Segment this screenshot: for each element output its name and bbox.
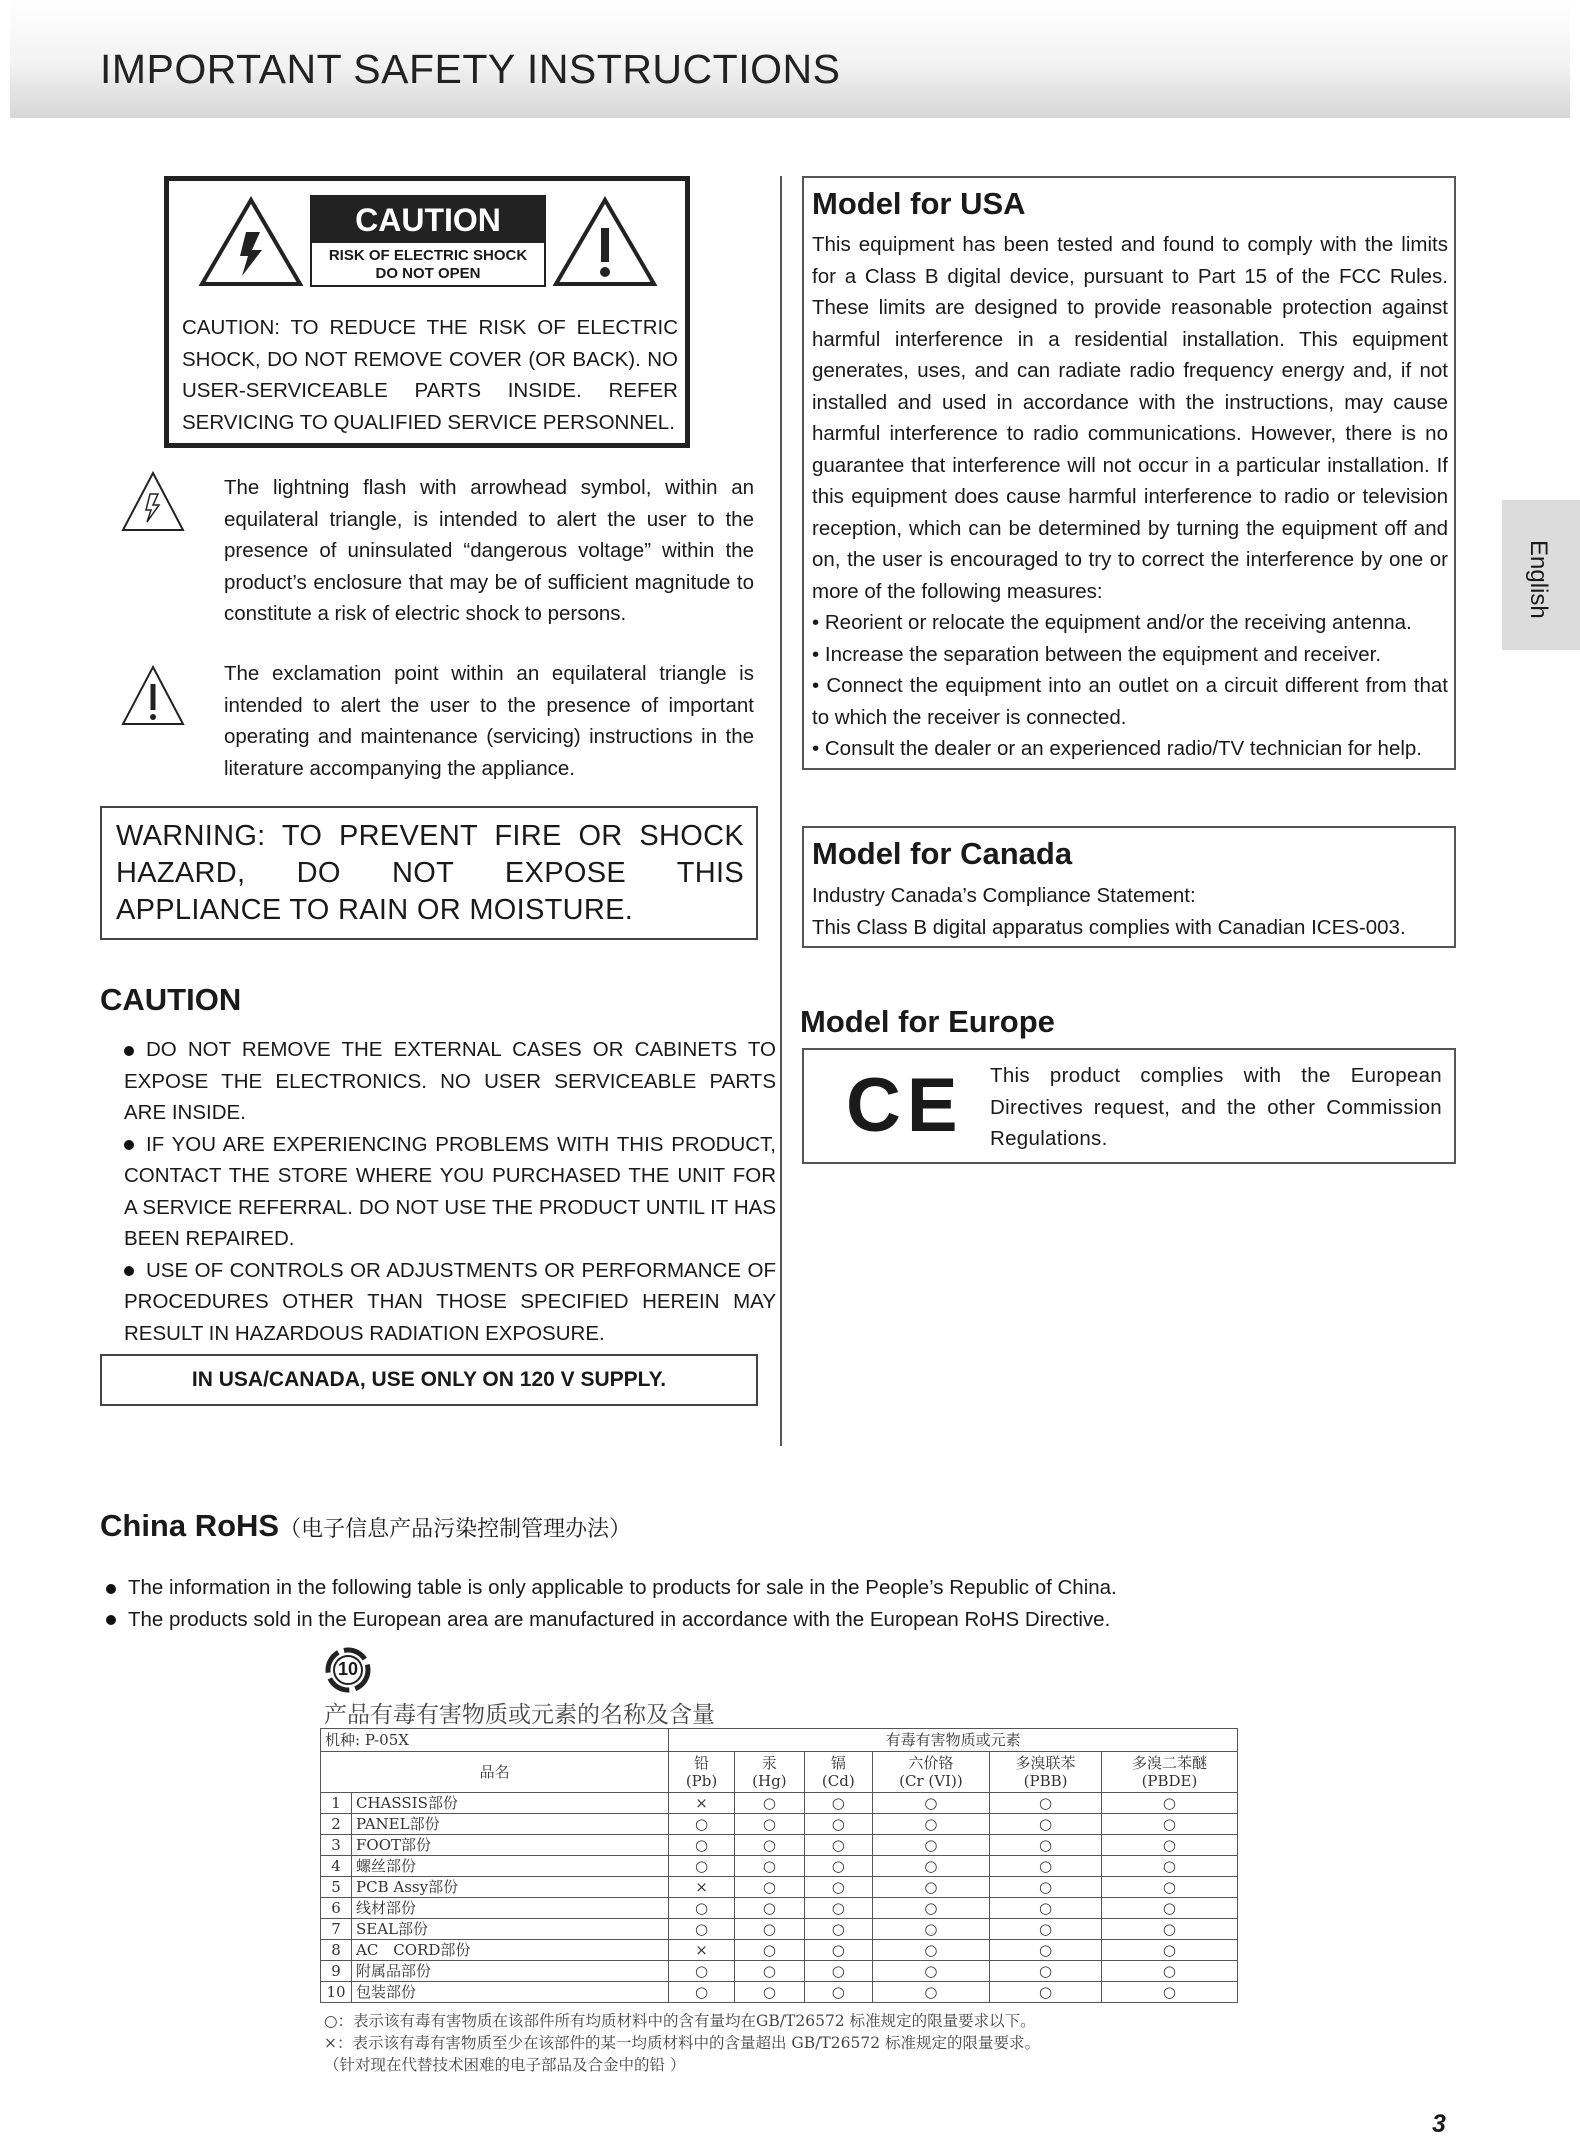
canada-line: This Class B digital apparatus complies with Canadian ICES-003. bbox=[812, 915, 1406, 939]
substance-cell: ○ bbox=[1101, 1898, 1237, 1919]
substance-cell: ○ bbox=[872, 1814, 990, 1835]
substance-cell: ○ bbox=[872, 1898, 990, 1919]
substance-cell: ○ bbox=[804, 1793, 872, 1814]
supply-notice: IN USA/CANADA, USE ONLY ON 120 V SUPPLY. bbox=[100, 1354, 758, 1406]
warning-text: WARNING: TO PREVENT FIRE OR SHOCK HAZARD, DO NOT EXPOSE THIS APPLIANCE TO RAIN OR MOISTURE. bbox=[116, 820, 744, 926]
table-row bbox=[321, 1961, 1238, 1982]
bullet-icon bbox=[124, 1266, 134, 1276]
substance-cell: ○ bbox=[1101, 1919, 1237, 1940]
substance-cell: ○ bbox=[872, 1856, 990, 1877]
row-number: 6 bbox=[321, 1898, 352, 1919]
caution-heading: CAUTION bbox=[100, 982, 242, 1017]
substance-cell: ○ bbox=[1101, 1877, 1237, 1898]
rohs-note: ×：表示该有毒有害物质至少在该部件的某一均质材料中的含量超出 GB/T26572 标准规定的限量要求。 bbox=[324, 2034, 1040, 2052]
substance-cell: ○ bbox=[804, 1982, 872, 2003]
usa-measure: • Consult the dealer or an experienced radio/TV technician for help. bbox=[812, 737, 1423, 760]
substance-cell: ○ bbox=[669, 1919, 734, 1940]
substance-cell: ○ bbox=[804, 1940, 872, 1961]
part-name: CHASSIS部份 bbox=[352, 1793, 669, 1814]
usa-paragraph: This equipment has been tested and found to comply with the limits for a Class B digital device, pursuant to Part 15 of the FCC Rules. These limits are designed to provide reasonable protection against harmful interference in a residential installation. This equipment generates, uses, and can radiate radio frequency energy and, if not installed and used in accordance with the instructions, may cause harmful interference to radio communications. However, there is no guarantee that interference will not occur in a particular installation. If this equipment does cause harmful interference to radio or television reception, which can be determined by turning the equipment off and on, the user is encouraged to try to correct the interference by one or more of the following measures: bbox=[812, 233, 1448, 603]
substance-cell: ○ bbox=[804, 1919, 872, 1940]
table-row bbox=[321, 1793, 1238, 1814]
column-header: 汞 (Hg) bbox=[734, 1752, 804, 1793]
caution-label bbox=[310, 195, 546, 287]
lightning-symbol-text: The lightning flash with arrowhead symbol, within an equilateral triangle, is intended to alert the user to the presence of uninsulated “dangerous voltage” within the product’s enclosure that may be of sufficient magnitude to constitute a risk of electric shock to persons. bbox=[224, 476, 754, 625]
substance-cell: ○ bbox=[734, 1919, 804, 1940]
substances-header: 有毒有害物质或元素 bbox=[669, 1729, 1238, 1752]
table-row bbox=[321, 1919, 1238, 1940]
substance-cell: ○ bbox=[872, 1877, 990, 1898]
substance-cell: ○ bbox=[1101, 1793, 1237, 1814]
substance-cell: ○ bbox=[734, 1982, 804, 2003]
substance-cell: ○ bbox=[734, 1940, 804, 1961]
part-name: SEAL部份 bbox=[352, 1919, 669, 1940]
row-number: 1 bbox=[321, 1793, 352, 1814]
column-header: 多溴联苯 (PBB) bbox=[990, 1752, 1102, 1793]
substance-cell: ○ bbox=[1101, 1940, 1237, 1961]
substance-cell: ○ bbox=[734, 1898, 804, 1919]
substance-cell: ○ bbox=[990, 1982, 1102, 2003]
substance-cell: ○ bbox=[990, 1961, 1102, 1982]
table-header-row bbox=[321, 1729, 1238, 1752]
column-header: 六价铬 (Cr (VI)) bbox=[872, 1752, 990, 1793]
lightning-warning-icon bbox=[198, 196, 304, 288]
substance-cell: ○ bbox=[1101, 1814, 1237, 1835]
substance-cell: ○ bbox=[1101, 1835, 1237, 1856]
language-tab-label: English bbox=[1525, 540, 1552, 619]
rohs-note: ○：表示该有毒有害物质在该部件所有均质材料中的含有量均在GB/T26572 标准规定的限量要求以下。 bbox=[324, 2012, 1036, 2030]
substance-cell: ○ bbox=[669, 1835, 734, 1856]
rohs-note: （针对现在代替技术困难的电子部品及合金中的铅 ） bbox=[324, 2056, 686, 2074]
row-number: 3 bbox=[321, 1835, 352, 1856]
part-name: 螺丝部份 bbox=[352, 1856, 669, 1877]
part-name: 包装部份 bbox=[352, 1982, 669, 2003]
part-name: FOOT部份 bbox=[352, 1835, 669, 1856]
rohs-title-cn: （电子信息产品污染控制管理办法） bbox=[279, 1517, 632, 1542]
usa-measure: • Reorient or relocate the equipment and/or the receiving antenna. bbox=[812, 611, 1412, 634]
canada-line: Industry Canada’s Compliance Statement: bbox=[812, 884, 1196, 907]
substance-cell: ○ bbox=[734, 1877, 804, 1898]
substance-cell: ○ bbox=[872, 1961, 990, 1982]
rohs-bullet: The information in the following table is only applicable to products for sale in the People’s Republic of China. bbox=[106, 1572, 1406, 1604]
table-row bbox=[321, 1940, 1238, 1961]
row-number: 5 bbox=[321, 1877, 352, 1898]
page-number: 3 bbox=[1432, 2110, 1446, 2138]
part-name: 线材部份 bbox=[352, 1898, 669, 1919]
name-header: 品名 bbox=[321, 1752, 669, 1793]
column-header: 多溴二苯醚 (PBDE) bbox=[1101, 1752, 1237, 1793]
substance-cell: ○ bbox=[734, 1856, 804, 1877]
column-header: 铅 (Pb) bbox=[669, 1752, 734, 1793]
substance-cell: ○ bbox=[804, 1961, 872, 1982]
substance-cell: ○ bbox=[669, 1856, 734, 1877]
ce-mark-icon: CE bbox=[846, 1063, 964, 1148]
model-label: 机种: P-05X bbox=[321, 1729, 669, 1752]
substance-cell: ○ bbox=[990, 1919, 1102, 1940]
efup-logo-icon bbox=[324, 1646, 372, 1694]
europe-text: This product complies with the European Directives request, and the other Commission Regulations. bbox=[990, 1064, 1442, 1150]
exclamation-warning-icon bbox=[552, 196, 658, 288]
substance-cell: ○ bbox=[669, 1814, 734, 1835]
table-header-row bbox=[321, 1752, 1238, 1793]
substance-cell: ○ bbox=[734, 1961, 804, 1982]
caution-item: DO NOT REMOVE THE EXTERNAL CASES OR CABINETS TO EXPOSE THE ELECTRONICS. NO USER SERVICEABLE PARTS ARE INSIDE. bbox=[124, 1038, 776, 1124]
table-row bbox=[321, 1877, 1238, 1898]
substance-cell: ○ bbox=[1101, 1982, 1237, 2003]
substance-cell: ○ bbox=[804, 1856, 872, 1877]
rohs-bullets bbox=[106, 1572, 1406, 1635]
table-row bbox=[321, 1982, 1238, 2003]
part-name: PANEL部份 bbox=[352, 1814, 669, 1835]
substance-cell: ○ bbox=[804, 1814, 872, 1835]
bullet-icon bbox=[106, 1615, 116, 1625]
row-number: 2 bbox=[321, 1814, 352, 1835]
usa-measure: • Connect the equipment into an outlet on a circuit different from that to which the receiver is connected. bbox=[812, 674, 1448, 729]
substance-cell: ○ bbox=[734, 1814, 804, 1835]
caution-box-text: CAUTION: TO REDUCE THE RISK OF ELECTRIC SHOCK, DO NOT REMOVE COVER (OR BACK). NO USER-SERVICEABLE PARTS INSIDE. REFER SERVICING TO QUALIFIED SERVICE PERSONNEL. bbox=[182, 316, 678, 434]
rohs-heading bbox=[100, 1508, 631, 1544]
exclamation-triangle-icon bbox=[120, 664, 186, 728]
row-number: 7 bbox=[321, 1919, 352, 1940]
substance-cell: ○ bbox=[872, 1940, 990, 1961]
substance-cell: ○ bbox=[990, 1814, 1102, 1835]
table-row bbox=[321, 1835, 1238, 1856]
caution-label-subtitle bbox=[312, 247, 544, 283]
bullet-icon bbox=[124, 1046, 134, 1056]
caution-item: IF YOU ARE EXPERIENCING PROBLEMS WITH THIS PRODUCT, CONTACT THE STORE WHERE YOU PURCHASED THE UNIT FOR A SERVICE REFERRAL. DO NOT USE THE PRODUCT UNTIL IT HAS BEEN REPAIRED. bbox=[124, 1132, 776, 1250]
canada-text bbox=[812, 880, 1406, 943]
substance-cell: ○ bbox=[872, 1982, 990, 2003]
column-divider bbox=[780, 176, 782, 1446]
language-tab bbox=[1502, 500, 1580, 650]
substance-cell: ○ bbox=[990, 1793, 1102, 1814]
substance-cell: ○ bbox=[804, 1835, 872, 1856]
substance-cell: ○ bbox=[804, 1877, 872, 1898]
rohs-notes bbox=[324, 2010, 1040, 2076]
rohs-table bbox=[320, 1728, 1238, 2003]
substance-cell: ○ bbox=[1101, 1961, 1237, 1982]
part-name: PCB Assy部份 bbox=[352, 1877, 669, 1898]
substance-cell: ○ bbox=[872, 1835, 990, 1856]
substance-cell: ○ bbox=[669, 1982, 734, 2003]
caution-label-title: CAUTION bbox=[312, 197, 544, 243]
table-row bbox=[321, 1856, 1238, 1877]
substance-cell: ○ bbox=[669, 1898, 734, 1919]
row-number: 10 bbox=[321, 1982, 352, 2003]
substance-cell: ○ bbox=[990, 1940, 1102, 1961]
substance-cell: ○ bbox=[990, 1877, 1102, 1898]
substance-cell: ○ bbox=[669, 1961, 734, 1982]
usa-measure: • Increase the separation between the equipment and receiver. bbox=[812, 642, 1382, 666]
usa-body bbox=[812, 229, 1448, 765]
substance-cell: ○ bbox=[990, 1898, 1102, 1919]
substance-cell: ○ bbox=[872, 1793, 990, 1814]
substance-cell: ○ bbox=[1101, 1856, 1237, 1877]
bullet-icon bbox=[124, 1140, 134, 1150]
substance-cell: ○ bbox=[990, 1856, 1102, 1877]
rohs-bullet: The products sold in the European area are manufactured in accordance with the European RoHS Directive. bbox=[106, 1604, 1406, 1636]
substance-cell: ○ bbox=[734, 1793, 804, 1814]
row-number: 8 bbox=[321, 1940, 352, 1961]
table-row bbox=[321, 1814, 1238, 1835]
substance-cell: × bbox=[669, 1940, 734, 1961]
caution-label-line2: DO NOT OPEN bbox=[375, 265, 481, 282]
part-name: 附属品部份 bbox=[352, 1961, 669, 1982]
rohs-title: China RoHS bbox=[100, 1508, 280, 1543]
substance-cell: ○ bbox=[872, 1919, 990, 1940]
lightning-triangle-icon bbox=[120, 470, 186, 534]
caution-item: USE OF CONTROLS OR ADJUSTMENTS OR PERFORMANCE OF PROCEDURES OTHER THAN THOSE SPECIFIED HEREIN MAY RESULT IN HAZARDOUS RADIATION EXPOSURE. bbox=[124, 1258, 776, 1345]
part-name: AC CORD部份 bbox=[352, 1940, 669, 1961]
efup-logo-number: 10 bbox=[337, 1659, 359, 1679]
substance-cell: ○ bbox=[734, 1835, 804, 1856]
page-title: IMPORTANT SAFETY INSTRUCTIONS bbox=[100, 46, 841, 92]
bullet-icon bbox=[106, 1584, 116, 1594]
substance-cell: ○ bbox=[804, 1898, 872, 1919]
caution-list bbox=[124, 1034, 776, 1349]
row-number: 4 bbox=[321, 1856, 352, 1877]
caution-label-line1: RISK OF ELECTRIC SHOCK bbox=[328, 247, 528, 264]
rohs-table-title: 产品有毒有害物质或元素的名称及含量 bbox=[324, 1702, 715, 1728]
europe-heading: Model for Europe bbox=[800, 1004, 1055, 1039]
exclamation-symbol-text: The exclamation point within an equilateral triangle is intended to alert the user to the presence of important operating and maintenance (servicing) instructions in the literature accompanying the appliance. bbox=[224, 662, 754, 780]
canada-heading: Model for Canada bbox=[812, 836, 1073, 871]
substance-cell: × bbox=[669, 1793, 734, 1814]
row-number: 9 bbox=[321, 1961, 352, 1982]
table-row bbox=[321, 1898, 1238, 1919]
usa-heading: Model for USA bbox=[812, 186, 1026, 221]
substance-cell: × bbox=[669, 1877, 734, 1898]
column-header: 镉 (Cd) bbox=[804, 1752, 872, 1793]
substance-cell: ○ bbox=[990, 1835, 1102, 1856]
